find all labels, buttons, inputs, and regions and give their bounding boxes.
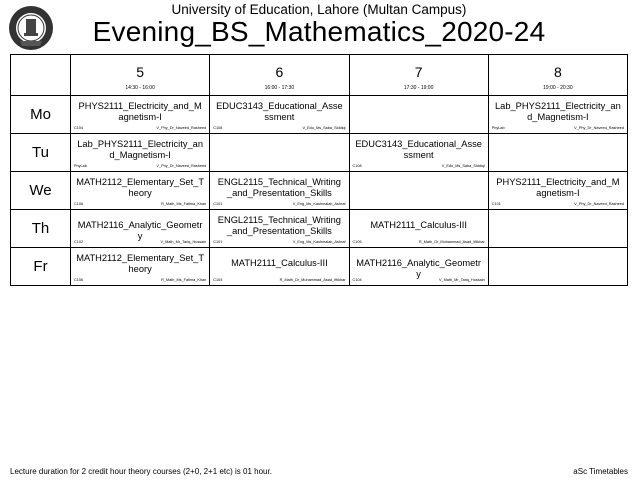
period-time: 17:30 - 19:00 [403, 85, 434, 91]
lesson-subject: PHYS2111_Electricity_and_Magnetism-I [78, 101, 202, 122]
period-time: 19:00 - 20:30 [543, 85, 573, 91]
empty-cell [349, 172, 488, 210]
lesson-subject: MATH2111_Calculus-III [370, 220, 467, 230]
empty-cell [349, 96, 488, 134]
day-label: Th [11, 210, 71, 248]
lesson-subject: MATH2116_Analytic_Geometry [356, 258, 481, 279]
lesson-room: C105 [352, 240, 362, 244]
lesson-cell [71, 96, 210, 134]
footer-credit: aSc Timetables [573, 467, 628, 476]
lesson-cell [488, 172, 627, 210]
day-row-tuesday [11, 134, 628, 172]
lesson-room: C101 [213, 240, 223, 244]
lesson-cell [210, 210, 349, 248]
lesson-room: C104 [213, 278, 223, 282]
empty-cell [488, 134, 627, 172]
lesson-room: C104 [352, 278, 362, 282]
period-time: 14:30 - 16:00 [125, 85, 155, 91]
lesson-room: C101 [491, 202, 501, 206]
lesson-room: C106 [74, 278, 84, 282]
period-number: 6 [275, 64, 284, 80]
lesson-room: C106 [74, 202, 84, 206]
period-time: 16:00 - 17:30 [264, 85, 295, 91]
lesson-room: C108 [352, 164, 362, 168]
day-label: Fr [11, 248, 71, 286]
lesson-cell [71, 134, 210, 172]
lesson-room: C101 [213, 202, 223, 206]
lesson-teacher: R_Math_Ms_Fatima_Khan [161, 202, 207, 206]
lesson-teacher: V_Eng_Ms_Kashmalah_Ashraf [292, 202, 346, 206]
lesson-cell [349, 134, 488, 172]
lesson-cell [488, 96, 627, 134]
day-label: Tu [11, 134, 71, 172]
lesson-teacher: V_Math_Mr_Tariq_Hussain [438, 278, 485, 282]
empty-cell [210, 134, 349, 172]
lesson-cell [210, 248, 349, 286]
period-number: 5 [136, 64, 145, 80]
timetable [10, 54, 628, 286]
lesson-subject: Lab_PHYS2111_Electricity_and_Magnetism-I [494, 101, 621, 122]
day-row-monday [11, 96, 628, 134]
lesson-teacher: R_Math_Ms_Fatima_Khan [161, 278, 207, 282]
period-header [210, 55, 349, 96]
lesson-cell [210, 96, 349, 134]
lesson-subject: ENGL2115_Technical_Writing_and_Presentation_Skills [217, 177, 341, 198]
lesson-cell [71, 172, 210, 210]
lesson-room: C104 [74, 126, 84, 130]
lesson-subject: MATH2112_Elementary_Set_Theory [76, 177, 205, 198]
lesson-room: C102 [74, 240, 84, 244]
lesson-room: PhyLab [74, 164, 87, 168]
period-header [488, 55, 627, 96]
lesson-subject: Lab_PHYS2111_Electricity_and_Magnetism-I [77, 139, 203, 160]
lesson-subject: MATH2116_Analytic_Geometry [77, 220, 203, 241]
lesson-teacher: V_Eng_Ms_Kashmalah_Ashraf [292, 240, 346, 244]
institution-name: University of Education, Lahore (Multan Campus) [171, 2, 467, 17]
lesson-room: PhyLab [491, 126, 505, 130]
day-row-friday [11, 248, 628, 286]
lesson-subject: EDUC3143_Educational_Assessment [355, 139, 482, 160]
lesson-subject: MATH2112_Elementary_Set_Theory [76, 253, 205, 274]
empty-cell [488, 210, 627, 248]
lesson-teacher: V_Phy_Dr_Naveed_Rasheed [574, 126, 624, 130]
day-row-thursday [11, 210, 628, 248]
lesson-teacher: V_Phy_Dr_Naveed_Rasheed [156, 164, 207, 168]
lesson-teacher: V_Math_Mr_Tariq_Hussain [160, 240, 207, 244]
period-header [349, 55, 488, 96]
lesson-teacher: V_Phy_Dr_Naveed_Rasheed [156, 126, 207, 130]
lesson-subject: ENGL2115_Technical_Writing_and_Presentation_Skills [217, 215, 341, 236]
lesson-cell [210, 172, 349, 210]
lesson-subject: MATH2111_Calculus-III [231, 258, 328, 268]
lesson-subject: EDUC3143_Educational_Assessment [216, 101, 343, 122]
period-number: 8 [553, 64, 562, 80]
period-header [71, 55, 210, 96]
corner-cell [11, 55, 71, 96]
lesson-cell [349, 248, 488, 286]
lesson-teacher: R_Math_Dr_Muhammad_Asad_Iftikhar [418, 240, 485, 244]
period-number: 7 [414, 64, 423, 80]
lesson-teacher: R_Math_Dr_Muhammad_Asad_Iftikhar [279, 278, 346, 282]
lesson-cell [71, 210, 210, 248]
lesson-cell [349, 210, 488, 248]
lesson-room: C108 [213, 126, 223, 130]
page-title: Evening_BS_Mathematics_2020-24 [92, 16, 546, 47]
lesson-cell [71, 248, 210, 286]
lesson-teacher: V_Edu_Ms_Saba_Siddiqi [441, 164, 485, 168]
day-label: Mo [11, 96, 71, 134]
day-row-wednesday [11, 172, 628, 210]
lesson-subject: PHYS2111_Electricity_and_Magnetism-I [496, 177, 620, 198]
footer-note: Lecture duration for 2 credit hour theory courses (2+0, 2+1 etc) is 01 hour. [10, 467, 272, 476]
lesson-teacher: V_Phy_Dr_Naveed_Rasheed [574, 202, 624, 206]
day-label: We [11, 172, 71, 210]
lesson-teacher: V_Edu_Ms_Saba_Siddiqi [302, 126, 346, 130]
empty-cell [488, 248, 627, 286]
